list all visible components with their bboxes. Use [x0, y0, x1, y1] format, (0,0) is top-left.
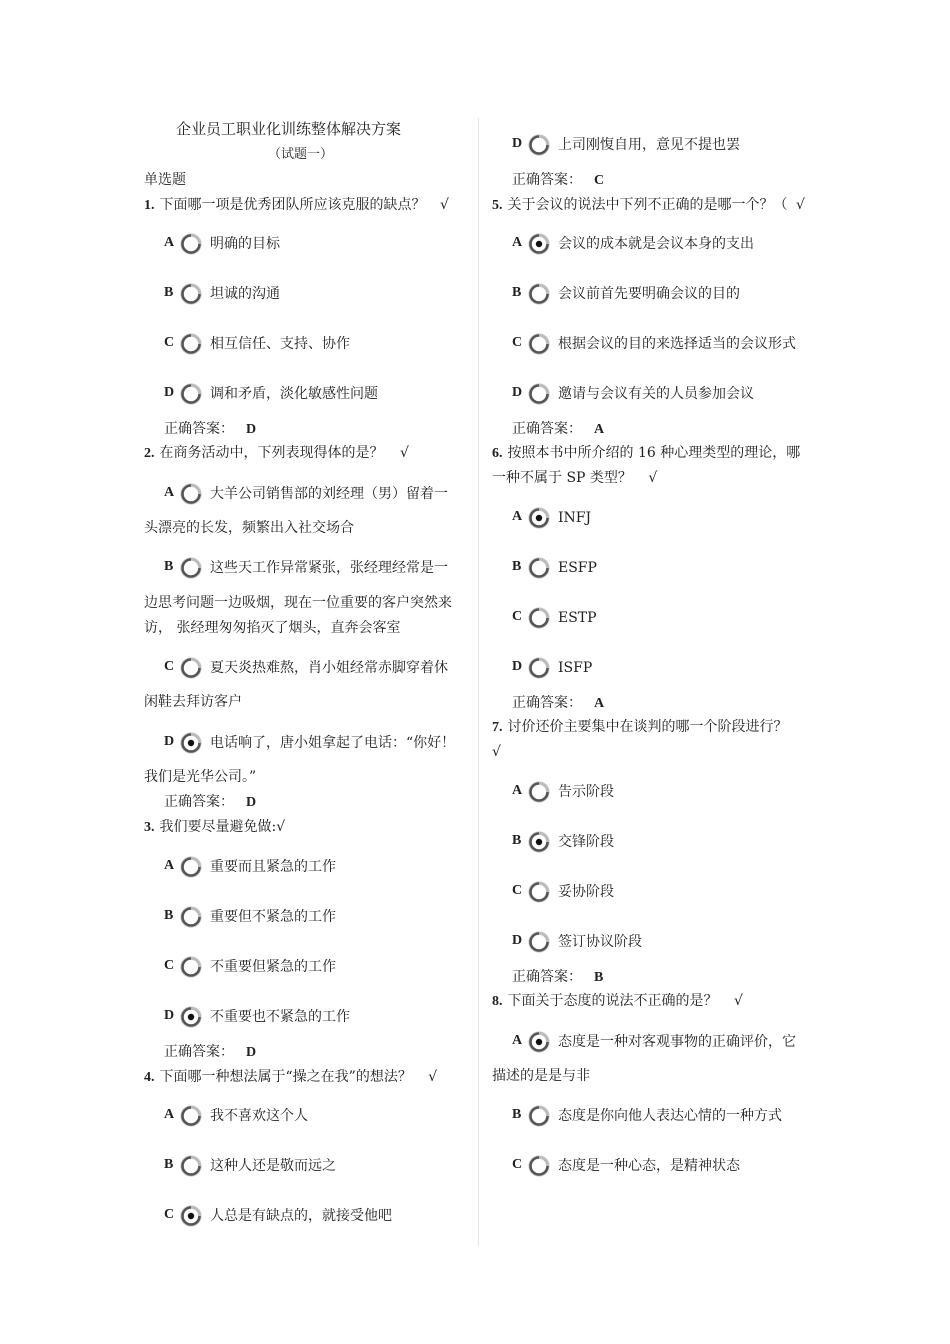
- answer-label: 正确答案：: [164, 421, 234, 437]
- option-letter: A: [164, 858, 175, 873]
- check-mark: √: [439, 197, 449, 213]
- option-letter: D: [164, 385, 175, 400]
- question-4: [144, 1068, 437, 1087]
- answer-3: [164, 1043, 256, 1062]
- question-text: 按照本书中所介绍的 16 种心理类型的理论，哪: [507, 445, 801, 461]
- option-text: 根据会议的目的来选择适当的会议形式: [558, 336, 796, 352]
- option-text: 交锋阶段: [558, 834, 614, 850]
- option-letter: B: [512, 285, 522, 300]
- option-letter: D: [164, 1008, 175, 1023]
- question-text: 在商务活动中，下列表现得体的是？: [159, 445, 384, 461]
- question-text: 一种不属于 SP 类型？: [492, 470, 632, 486]
- radio-unselected-icon[interactable]: [528, 781, 550, 803]
- option-text: 态度是你向他人表达心情的一种方式: [558, 1108, 782, 1124]
- radio-unselected-icon[interactable]: [180, 657, 202, 679]
- option-letter: C: [512, 335, 523, 350]
- question-number: 7.: [492, 720, 503, 735]
- option-letter: C: [164, 335, 175, 350]
- answer-value: C: [594, 173, 605, 188]
- option-letter: D: [512, 659, 523, 674]
- radio-selected-icon[interactable]: [180, 1205, 202, 1227]
- check-mark: √: [428, 1069, 438, 1085]
- option-text: 态度是一种对客观事物的正确评价，它: [558, 1034, 796, 1050]
- option-text-continued: 访， 张经理匆匆掐灭了烟头，直奔会客室: [144, 620, 401, 636]
- option-letter: C: [164, 659, 175, 674]
- answer-value: D: [246, 1045, 257, 1060]
- option-letter: B: [164, 285, 174, 300]
- radio-unselected-icon[interactable]: [528, 931, 550, 953]
- option-letter: C: [164, 1207, 175, 1222]
- option-text: 大羊公司销售部的刘经理（男）留着一: [210, 486, 448, 502]
- column-divider: [478, 118, 479, 1246]
- radio-unselected-icon[interactable]: [180, 383, 202, 405]
- option-text: 调和矛盾，淡化敏感性问题: [210, 386, 378, 402]
- option-text: 邀请与会议有关的人员参加会议: [558, 386, 754, 402]
- radio-unselected-icon[interactable]: [180, 856, 202, 878]
- radio-unselected-icon[interactable]: [180, 483, 202, 505]
- answer-value: A: [594, 696, 605, 711]
- check-mark: √: [795, 197, 805, 213]
- option-text: 态度是一种心态，是精神状态: [558, 1158, 740, 1174]
- question-text: 下面哪一种想法属于“操之在我”的想法？: [159, 1069, 412, 1085]
- radio-unselected-icon[interactable]: [528, 557, 550, 579]
- radio-unselected-icon[interactable]: [528, 333, 550, 355]
- page-title: 企业员工职业化训练整体解决方案: [176, 120, 402, 138]
- option-letter: D: [164, 734, 175, 749]
- radio-selected-icon[interactable]: [528, 233, 550, 255]
- option-text: 妥协阶段: [558, 884, 614, 900]
- question-2: [144, 444, 409, 463]
- radio-selected-icon[interactable]: [528, 507, 550, 529]
- radio-unselected-icon[interactable]: [180, 1155, 202, 1177]
- radio-unselected-icon[interactable]: [180, 333, 202, 355]
- question-text: 讨价还价主要集中在谈判的哪一个阶段进行？: [507, 719, 788, 735]
- answer-5: [512, 420, 604, 439]
- option-text: ESTP: [558, 610, 597, 626]
- answer-value: D: [246, 795, 257, 810]
- answer-label: 正确答案：: [512, 172, 582, 188]
- answer-value: D: [246, 422, 257, 437]
- radio-unselected-icon[interactable]: [528, 283, 550, 305]
- check-mark: √: [399, 445, 409, 461]
- radio-selected-icon[interactable]: [528, 1031, 550, 1053]
- option-letter: B: [164, 1157, 174, 1172]
- option-text: 签订协议阶段: [558, 934, 642, 950]
- question-number: 8.: [492, 994, 503, 1009]
- option-text-continued: 描述的是是与非: [492, 1068, 590, 1084]
- option-letter: C: [512, 883, 523, 898]
- answer-1: [164, 420, 256, 439]
- answer-value: A: [594, 422, 605, 437]
- section-heading: 单选题: [144, 172, 186, 188]
- question-number: 6.: [492, 446, 503, 461]
- option-text: 告示阶段: [558, 784, 614, 800]
- option-letter: B: [512, 559, 522, 574]
- option-text: 夏天炎热难熬，肖小姐经常赤脚穿着休: [210, 660, 448, 676]
- answer-6: [512, 694, 604, 713]
- radio-unselected-icon[interactable]: [528, 881, 550, 903]
- option-text: 这种人还是敬而远之: [210, 1158, 336, 1174]
- option-text: 相互信任、支持、协作: [210, 336, 350, 352]
- option-text: ISFP: [558, 660, 593, 676]
- option-text: 我不喜欢这个人: [210, 1108, 308, 1124]
- question-number: 2.: [144, 446, 155, 461]
- radio-unselected-icon[interactable]: [528, 134, 550, 156]
- answer-value: B: [594, 970, 604, 985]
- question-1: [144, 196, 449, 215]
- option-letter: A: [164, 485, 175, 500]
- radio-selected-icon[interactable]: [180, 1006, 202, 1028]
- answer-label: 正确答案：: [512, 969, 582, 985]
- option-text-continued: 闲鞋去拜访客户: [144, 694, 242, 710]
- question-text: 关于会议的说法中下列不正确的是哪一个？（: [507, 197, 788, 213]
- option-text-continued: 我们是光华公司。”: [144, 769, 257, 785]
- question-3: [144, 818, 285, 837]
- radio-unselected-icon[interactable]: [180, 906, 202, 928]
- radio-selected-icon[interactable]: [180, 732, 202, 754]
- radio-unselected-icon[interactable]: [528, 657, 550, 679]
- check-mark: √: [492, 744, 501, 760]
- question-6-line2: [492, 469, 657, 487]
- option-text: 坦诚的沟通: [210, 286, 280, 302]
- question-5: [492, 196, 805, 215]
- answer-label: 正确答案：: [164, 794, 234, 810]
- radio-unselected-icon[interactable]: [180, 557, 202, 579]
- option-letter: A: [164, 1107, 175, 1122]
- option-text-continued: 边思考问题一边吸烟，现在一位重要的客户突然来: [144, 595, 452, 611]
- question-text: 我们要尽量避免做:: [159, 819, 277, 835]
- answer-2: [164, 793, 256, 812]
- option-text: 人总是有缺点的，就接受他吧: [210, 1208, 392, 1224]
- question-6: [492, 444, 800, 463]
- radio-unselected-icon[interactable]: [180, 233, 202, 255]
- question-number: 4.: [144, 1070, 155, 1085]
- option-letter: C: [512, 609, 523, 624]
- option-letter: B: [164, 559, 174, 574]
- question-number: 1.: [144, 198, 155, 213]
- answer-7: [512, 968, 603, 987]
- option-text: 上司刚愎自用，意见不提也罢: [558, 137, 740, 153]
- answer-4: [512, 171, 604, 190]
- question-number: 5.: [492, 198, 503, 213]
- option-text: ESFP: [558, 560, 597, 576]
- option-text: 不重要也不紧急的工作: [210, 1009, 350, 1025]
- check-mark: √: [276, 819, 286, 835]
- radio-unselected-icon[interactable]: [180, 283, 202, 305]
- option-letter: D: [512, 136, 523, 151]
- radio-unselected-icon[interactable]: [528, 383, 550, 405]
- radio-unselected-icon[interactable]: [528, 1155, 550, 1177]
- option-text: 会议前首先要明确会议的目的: [558, 286, 740, 302]
- option-text: 会议的成本就是会议本身的支出: [558, 236, 754, 252]
- page-subtitle: （试题一）: [268, 147, 334, 162]
- question-8: [492, 992, 743, 1011]
- option-letter: A: [512, 235, 523, 250]
- option-letter: B: [512, 833, 522, 848]
- option-text: 电话响了，唐小姐拿起了电话：“你好！: [210, 735, 456, 751]
- question-7: [492, 718, 788, 737]
- option-letter: A: [164, 235, 175, 250]
- answer-label: 正确答案：: [512, 695, 582, 711]
- radio-unselected-icon[interactable]: [528, 1105, 550, 1127]
- option-text: 这些天工作异常紧张，张经理经常是一: [210, 560, 448, 576]
- option-text: INFJ: [558, 510, 592, 526]
- option-letter: B: [512, 1107, 522, 1122]
- option-letter: A: [512, 1033, 523, 1048]
- option-text: 明确的目标: [210, 236, 280, 252]
- radio-selected-icon[interactable]: [528, 831, 550, 853]
- option-text: 不重要但紧急的工作: [210, 959, 336, 975]
- radio-unselected-icon[interactable]: [180, 956, 202, 978]
- question-text: 下面关于态度的说法不正确的是？: [507, 993, 718, 1009]
- option-text-continued: 头漂亮的长发，频繁出入社交场合: [144, 520, 354, 536]
- option-letter: C: [512, 1157, 523, 1172]
- option-text: 重要但不紧急的工作: [210, 909, 336, 925]
- option-text: 重要而且紧急的工作: [210, 859, 336, 875]
- radio-unselected-icon[interactable]: [528, 607, 550, 629]
- option-letter: A: [512, 509, 523, 524]
- question-text: 下面哪一项是优秀团队所应该克服的缺点？: [159, 197, 426, 213]
- check-mark: √: [648, 470, 658, 486]
- radio-unselected-icon[interactable]: [180, 1105, 202, 1127]
- option-letter: B: [164, 908, 174, 923]
- check-mark: √: [733, 993, 743, 1009]
- option-letter: D: [512, 385, 523, 400]
- option-letter: A: [512, 783, 523, 798]
- answer-label: 正确答案：: [512, 421, 582, 437]
- option-letter: C: [164, 958, 175, 973]
- option-letter: D: [512, 933, 523, 948]
- answer-label: 正确答案：: [164, 1044, 234, 1060]
- question-number: 3.: [144, 820, 155, 835]
